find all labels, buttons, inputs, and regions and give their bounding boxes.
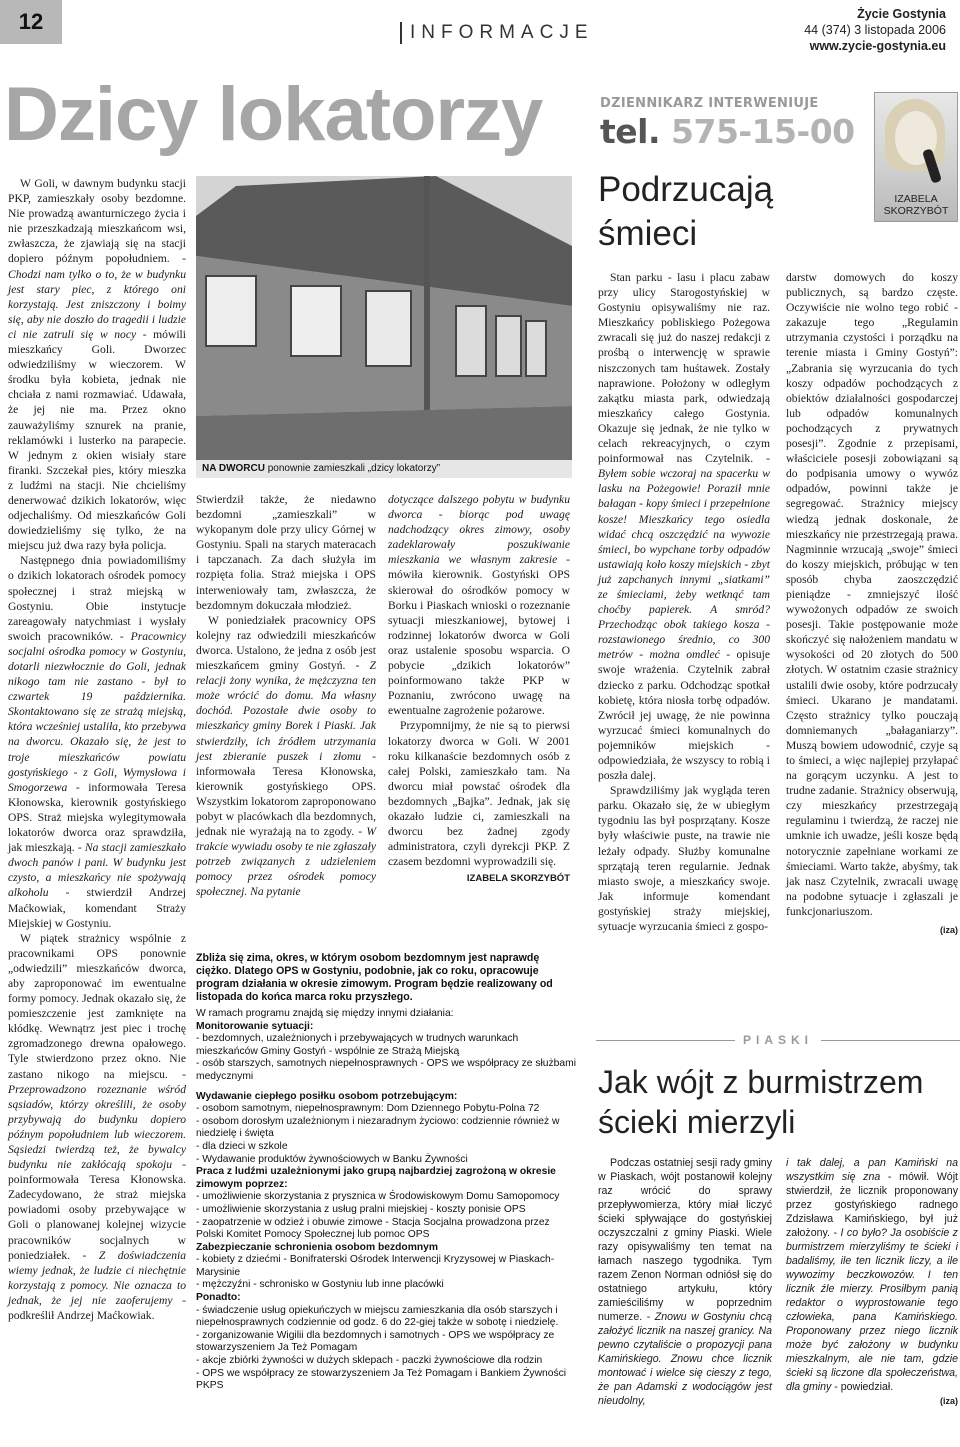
article3-title-line2: ścieki mierzyli xyxy=(598,1104,796,1140)
paper-name: Życie Gostynia xyxy=(857,7,946,21)
paragraph: Sprawdziliśmy jak wygląda teren parku. Okazało się, że w ubiegłym tygodniu las był posprzątany. Kosze były właściwie puste, na trawie nie leżały odpady. Służby komunalne sprzątają teren regularnie. Jednak miasto swoje, a mieszkańcy swoje. Jak informuje komendant gostyńskiej straży miejskiej, sytuacje wyrzucania śmieci z gospo- xyxy=(598,784,770,934)
infobox-item: - Wydawanie produktów żywnościowych w Banku Żywności xyxy=(196,1153,468,1165)
article3-section-label: PIASKI xyxy=(596,1040,960,1054)
infobox-heading: Praca z ludźmi uzależnionymi jako grupą najbardziej zagrożoną w okresie zimowym poprzez: xyxy=(196,1166,556,1190)
section-divider xyxy=(400,22,402,44)
station-building-illustration xyxy=(196,176,572,476)
section-label: INFORMACJE xyxy=(410,22,594,43)
article-byline: IZABELA SKORZYBÓT xyxy=(466,873,570,885)
reporter-photo xyxy=(874,92,958,222)
infobox-item: - świadczenie usług opiekuńczych w miejscu zamieszkania dla osób starszych i niepełnosprawnych codziennie od godz. 6 do 22-giej także w sobotę i niedzielę. xyxy=(196,1304,559,1329)
infobox-item: - zaopatrzenie w odzież i obuwie zimowe - Stacja Socjalna prowadzona przez Polski Komitet Pomocy Społecznej lub pomoc OPS xyxy=(196,1216,550,1241)
infobox-item: - OPS we współpracy ze stowarzyszeniem Ja Też Pomagam i Bankiem Żywności PKPS xyxy=(196,1367,567,1392)
infobox-heading: Ponadto: xyxy=(196,1292,241,1304)
infobox-item: - osobom samotnym, niepełnosprawnym: Dom Dziennego Pobytu-Polna 72 xyxy=(196,1103,540,1115)
paragraph: i tak dalej, a pan Kamiński na wszystkim się zna - mówił. Wójt stwierdził, że licznik proponowany przez gostyńskiego radnego Zdzisława Kamińskiego, był już założony. - I co było? Ja osobiście z burmistrzem mierzyliśmy te ścieki i badaliśmy, ile ten licznik liczy, a ile wywozimy beczkowozów. I ten licznik źle mierzy. Prosiłbym panią redaktor o wyprostowanie tego człowieka, pana Kamińskiego. Proponowany przez niego licznik może być założony w budynku mieszkalnym, ale nie tam, gdzie ścieki są liczone dla społeczeństwa, dla gminy - powiedział. xyxy=(786,1157,958,1393)
issue-info: 44 (374) 3 listopada 2006 xyxy=(804,23,946,37)
reporter-first-name: IZABELA xyxy=(894,193,938,205)
infobox-lead: Zbliża się zima, okres, w którym osobom bezdomnym jest naprawdę ciężko. Dlatego OPS w Gostyniu, podobnie, jak co roku, opracowuje program działania w okresie zimowym. Program będzie realizowany od listopada do końca marca roku przyszłego. xyxy=(196,952,553,1003)
infobox-item: - dla dzieci w szkole xyxy=(196,1140,288,1152)
paragraph: Stan parku - lasu i placu zabaw przy ulicy Starogostyńskiej w Gostyniu opisywaliśmy nie raz. Mieszkańcy pobliskiego Pożegowa zwracali się już do naszej redakcji z prośbą o interwencję w sprawie niszczonych tam huśtawek. Zostały naprawione. Położony w odległym zakątku miasta park, odwiedzają mieszkańcy całego Gostynia. Okazuje się jednak, że nie tylko w celach rekreacyjnych, o czym poinformował nas Czytelnik. - Byłem sobie wczoraj na spacerku w lasku na Pożegowie! Poraził mnie bałagan - kopy śmieci i przepełnione kosze! Mieszkańcy tego osiedla widać chcą oszczędzić na wywozie śmieci, bo wypchane torby odpadów ustawiają koło koszy miejskich - zbyt już zapchanych innymi „siatkami” ze śmieciami, żeby wetknąć tam choćby papierek. A smród? Przechodząc obok takiego kosza - rozstawionego średnio, co 300 metrów - można omdleć - opisuje swoje wrażenia. Czytelnik zabrał dziecko z parku. Odchodząc spotkał kobietę, która niosła torbę odpadów. Zwrócił jej uwagę, że nie powinna wyrzucać śmieci komunalnych do pojemników miejskich - odpowiedziała, że wszyscy to robią i poszła dalej. xyxy=(598,271,771,783)
infobox-heading: Zabezpieczanie schronienia osobom bezdomnym xyxy=(196,1241,439,1253)
reporter-phone-prefix: tel. xyxy=(600,112,661,151)
winter-program-infobox xyxy=(196,952,576,1444)
article2-column-1 xyxy=(598,270,770,934)
infobox-item: - mężczyźni - schronisko w Gostyniu lub inne placówki xyxy=(196,1279,444,1291)
photo-caption: NA DWORCU ponownie zamieszkali „dzicy lokatorzy” xyxy=(196,460,572,478)
paragraph: W piątek strażnicy wspólnie z pracownikami OPS ponownie „odwiedzili” mieszkańców dworca, aby zaproponować im ewentualne formy pomocy. Jednak okazało się, że pomieszczenie jest zamknięte na kłódkę. Wewnątrz jest piec i trochę zgromadzonego drewna opałowego. Tyle stwierdzono przez okno. Nie zastano nikogo na miejscu. - Przeprowadzono rozeznanie wśród sąsiadów, którzy określili, że osoby przybywają do budynku dopiero późnym popołudniem lub wieczorem. Sąsiedzi twierdzą też, że bywalcy budynku nie zakłócają spokoju - poinformowała Teresa Kłonowska. Zadecydowano, że straż miejska powiadomi osoby przebywające w Goli o planowanej kolejnej wizycie pracowników socjalnych w poniedziałek. - Z doświadczenia wiemy jednak, że ludzie ci niechętnie korzystają z pomocy. Nie oznacza to jednak, że jej nie zaoferujemy - podkreślił Andrzej Maćkowiak. xyxy=(8,931,187,1323)
reporter-last-name: SKORZYBÓT xyxy=(883,205,949,217)
infobox-intro: W ramach programu znajdą się między innymi działania: xyxy=(196,1008,454,1019)
website-link[interactable]: www.zycie-gostynia.eu xyxy=(809,39,946,53)
page-number: 12 xyxy=(0,0,62,44)
infobox-item: - kobiety z dziećmi - Bonifraterski Ośrodek Interwencji Kryzysowej w Piaskach-Marysinie xyxy=(196,1254,555,1278)
main-article-column-3 xyxy=(388,492,570,886)
article2-signature: (iza) xyxy=(940,925,958,936)
paragraph: W poniedziałek pracownicy OPS kolejny raz odwiedzili mieszkańców dworca. Ustalono, że jedna z osób jest mieszkańcem gminy Gostyń. - Z relacji żony wynika, że mężczyzna ten może wrócić do domu. Ma własny dochód. Pozostałe dwie osoby to mieszkańcy gminy Borek i Piaski. Jak stwierdziły, ich źródłem utrzymania jest zbieranie puszek i złomu - informowała Teresa Kłonowska, kierownik gostyńskiego OPS. Wszystkim lokatorom zaproponowano pobyt w placówkach dla bezdomnych, jednak nie wyrażają na to zgody. - W trakcie wywiadu osoby te nie zgłaszały potrzeb związanych z udzieleniem pomocy przez ośrodek pomocy społecznej. Na pytanie xyxy=(196,613,377,899)
reporter-phone-number: 575-15-00 xyxy=(671,112,855,151)
infobox-heading: Wydawanie ciepłego posiłku osobom potrzebującym: xyxy=(196,1090,458,1102)
article3-column-1 xyxy=(598,1156,772,1408)
masthead xyxy=(804,6,946,54)
reporter-photo-caption xyxy=(875,193,957,217)
infobox-item: - osobom dorosłym uzależnionym i niezaradnym życiowo: codziennie również w niedzielę i święta xyxy=(196,1115,560,1140)
article2-title-line2: śmieci xyxy=(598,214,698,253)
article3-signature: (iza) xyxy=(940,1396,958,1406)
paragraph: Przypomnijmy, że nie są to pierwsi lokatorzy dworca w Goli. W 2001 roku kilkanaście bezdomnych osób z całej Polski, zamieszkało tam. Na dworcu miał powstać ośrodek dla bezdomnych „Bajka”. Jednak, jak się okazało ludzie ci, zamieszkali na dworcu bez żadnej zgody administratora, czyli dyrekcji PKP. Z czasem bezdomni wyprowadzili się. xyxy=(388,719,570,869)
station-building-photo xyxy=(196,176,572,476)
infobox-item: - umożliwienie skorzystania z prysznica w Środowiskowym Domu Samopomocy xyxy=(196,1191,560,1203)
main-article-title: Dzicy lokatorzy xyxy=(4,72,543,157)
paragraph: darstw domowych do koszy publicznych, są bardzo częste. Oczywiście nie wolno tego robić - zakazuje tego „Regulamin utrzymania czystości i porządku na terenie miasta i Gminy Gostyń”: „Zabrania się wyrzucania do tych koszy odpadów pochodzących z obiektów działalności gospodarczej lub odpadów komunalnych pochodzących z prywatnych posesji”. Zgodnie z przepisami, właściciele posesji zobowiązani są do podpisania umowy o wywóz odpadów, powinni także je segregować. Strażnicy miejscy wiedzą jednak doskonale, że mieszkańcy nie przestrzegają prawa. Nagminnie wrzucają „swoje” śmieci do koszy miejskich, próbując w ten sposób chyba zaoszczędzić pieniądze - zmniejszyć ilość wywożonych odpadów ze swoich posesji. Takie postępowanie może skończyć się nałożeniem mandatu w wysokości od 20 złotych do 500 złotych. W ostatnim czasie strażnicy ustalili dwie osoby, które podrzucały śmieci. Ukarano je mandatami. Często strażnicy tylko pouczają domniemanych „bałaganiarzy”. Muszą bowiem udowodnić, czyje są to śmieci, a więc najlepiej przyłapać na gorącym uczynku. A jest to trudne zadanie. Strażnicy obserwują, czy mieszkańcy przestrzegają regulaminu i twierdzą, że raczej nie umknie ich uwadze, jeśli kosze będą notorycznie zapełniane workami ze śmieciami. Warto także, abyśmy, tak jak nasz Czytelnik, zwracali uwagę na podobne sytuacje i zgłaszali je funkcjonariuszom. xyxy=(786,271,958,918)
reporter-phone xyxy=(600,113,855,151)
infobox-item: - umożliwienie skorzystania z usług pralni miejskiej - koszty ponisie OPS xyxy=(196,1203,526,1215)
main-article-column-2 xyxy=(196,492,376,900)
article3-column-2 xyxy=(786,1156,958,1408)
infobox-heading: Monitorowanie sytuacji: xyxy=(196,1020,314,1032)
main-article-column-1 xyxy=(8,176,186,1323)
infobox-item: - akcje zbiórki żywności w dużych sklepach - paczki żywnościowe dla rodzin xyxy=(196,1355,543,1367)
infobox-item: - zorganizowanie Wigilii dla bezdomnych i samotnych - OPS we współpracy ze stowarzyszeniem Ja Też Pomagam xyxy=(196,1329,555,1354)
article2-title xyxy=(598,168,773,256)
paragraph: dotyczące dalszego pobytu w budynku dworca - biorąc pod uwagę nadchodzący okres zimowy, osoby zadeklarowały poszukiwanie mieszkania we własnym zakresie - mówiła kierownik. Gostyński OPS skierował do ośrodków pomocy w Borku i Piaskach wnioski o rozeznanie sytuacji mieszkaniowej, bytowej i rodzinnej lokatorów dworca w Goli oraz ustalenie sposobu wsparcia. O pobycie „dzikich lokatorów” poinformowano także PKP w Poznaniu, zwrócono uwagę na ewentualne zagrożenie pożarowe. xyxy=(388,493,571,718)
article2-title-line1: Podrzucają xyxy=(598,170,774,209)
reporter-box-label: DZIENNIKARZ INTERWENIUJE xyxy=(600,96,819,111)
infobox-item: - bezdomnych, uzależnionych i przebywających w trudnych warunkach mieszkańców Gminy Gostyń - wspólnie ze Strażą Miejską xyxy=(196,1033,519,1057)
paragraph: Stwierdził także, że niedawno bezdomni „zamieszkali” w wykopanym dole przy ulicy Górnej w Gostyniu. Spali na starych materacach i tapczanach. Za dach służyła im rozpięta folia. Straż miejska i OPS interweniowały tam, zwłaszcza, że bezdomnym dokuczała młodzież. xyxy=(196,493,376,612)
paragraph: W Goli, w dawnym budynku stacji PKP, zamieszkały osoby bezdomne. Nie prowadzą awanturniczego życia i nie przeszkadzają mieszkańcom wsi, zwłaszcza, że zjawiają się na stacji dopiero późnym popołudniem. - Chodzi nam tylko o to, że w budynku jest stary piec, z którego oni korzystają. Jest zniszczony i boimy się, aby nie doszło do tragedii i ludzie ci nie zatruli się w nocy - mówili mieszkańcy Goli. Dworzec odwiedziliśmy w wieczorem. W środku była kobieta, jednak nie chciała z nami rozmawiać. Udawała, że jej nie ma. Przez okno zauważyliśmy sznurek na pranie, reklamówki i lusterko na parapecie. W jednym z okien wisiały stare firanki. Szczekał pies, który mieszka z ludźmi na stacji. Nie chcieliśmy denerwować dzikich lokatorów, więc odjechaliśmy. Od mieszkańców Goli dowiedzieliśmy się tylko, że na miejscu już dwa razy była policja. xyxy=(8,177,186,553)
article2-column-2 xyxy=(786,270,958,938)
article3-title xyxy=(598,1062,923,1142)
article3-title-line1: Jak wójt z burmistrzem xyxy=(598,1064,924,1100)
paragraph: Następnego dnia powiadomiliśmy o dzikich lokatorach ośrodek pomocy społecznej i straż miejską w Gostyniu. Obie instytucje zareagowały natychmiast i wysłały swoich pracowników. - Pracownicy socjalni ośrodka pomocy w Gostyniu, dotarli niezwłocznie do Goli, jednak nikogo tam nie zastano - był to czwartek 19 października. Skontaktowano się ze strażą miejską, która wcześniej ustaliła, kto przebywa na dworcu. Okazało się, że jest to troje mieszkańców powiatu gostyńskiego - z Goli, Wymysłowa i Smogorzewa - informowała Teresa Kłonowska, kierownik gostyńskiego OPS. Straż miejska wylegitymowała lokatorów dworca oraz sprawdziła, jak mieszkają. - Na stacji zamieszkało dwoch panów i pani. W budynku jest czysto, a mieszkańcy nie spożywają alkoholu - stwierdził Andrzej Maćkowiak, komendant Straży Miejskiej w Gostyniu. xyxy=(8,554,186,930)
paragraph: Podczas ostatniej sesji rady gminy w Piaskach, wójt postanowił kolejny raz wrócić do sprawy przepływomierza, który miał liczyć ścieki spływające do gostyńskiej oczyszczalni z gminy Piaski. Wiele razy opisywaliśmy ten temat na łamach naszego tygodnika. Tym razem Zenon Norman odniósł się do ostatniego artykułu, który zamieściliśmy w poprzednim numerze. - Znowu w Gostyniu chcą założyć licznik na naszej granicy. Na pewno czytaliście o propozycji pana Kamińskiego. Znowu chce licznik montować i wielce się cieszy z tego, że pan Adamski z wodociągów jest nieudolny, xyxy=(598,1157,772,1407)
infobox-item: - osób starszych, samotnych niepełnosprawnych - OPS we współpracy ze służbami medycznymi xyxy=(196,1058,576,1082)
